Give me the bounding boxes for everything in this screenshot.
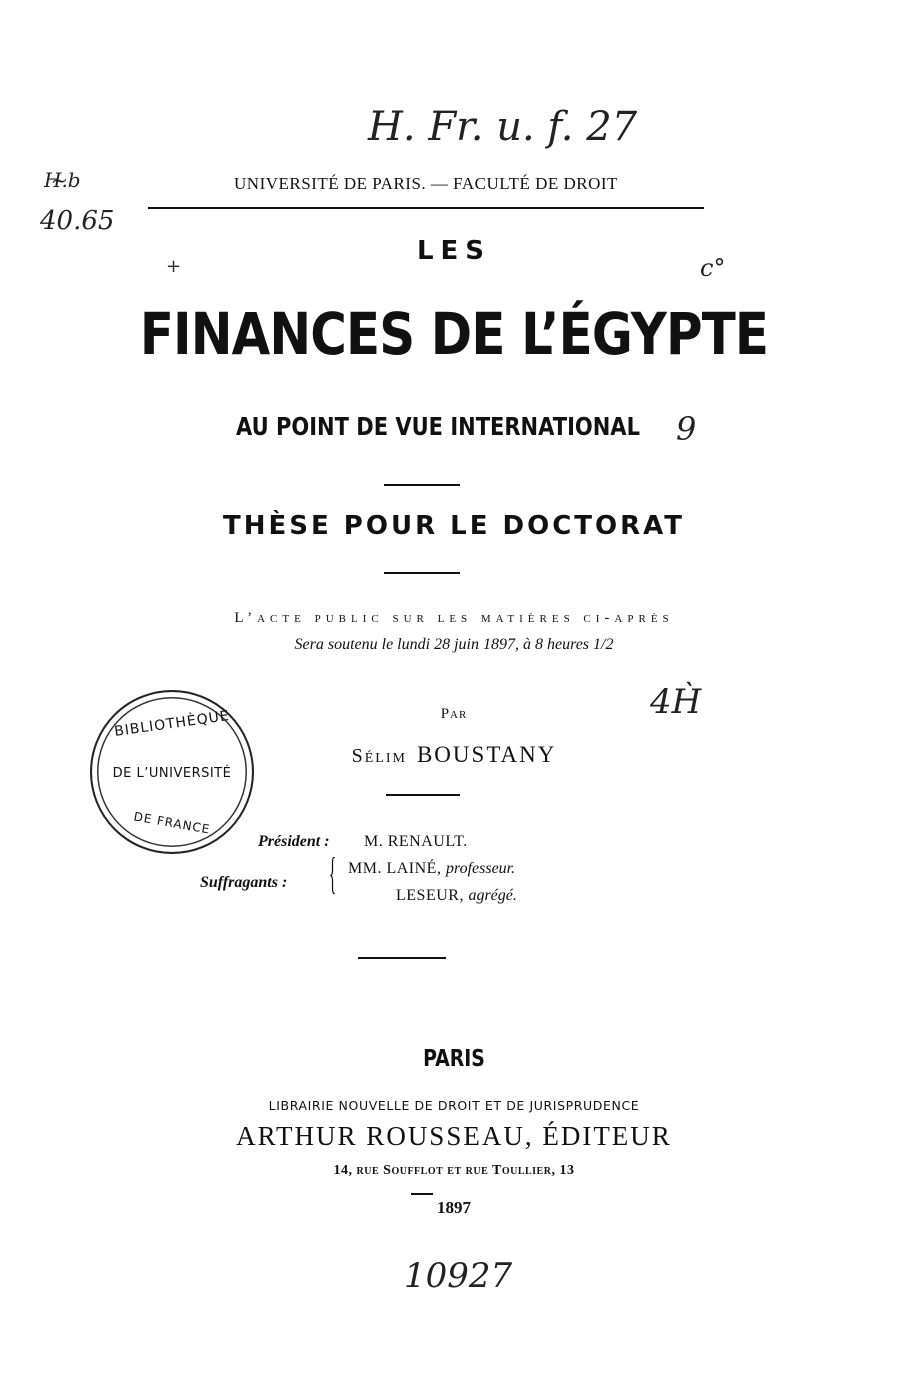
author-name [0, 742, 908, 768]
handwritten-title-mark: 9 [676, 410, 697, 448]
jury-member-2-title: agrégé. [468, 887, 517, 904]
handwritten-bottom-number: 10927 [404, 1256, 513, 1296]
divider-rule-1 [384, 484, 460, 486]
defense-date-line: Sera soutenu le lundi 28 juin 1897, à 8 heures 1/2 [294, 636, 614, 653]
header-rule [148, 207, 704, 209]
imprint-year: 1897 [437, 1198, 471, 1217]
jury-member-1 [348, 860, 515, 878]
imprint-publisher-line: LIBRAIRIE NOUVELLE DE DROIT ET DE JURISPRUDENCE [268, 1098, 640, 1113]
author-last-name: BOUSTANY [416, 742, 557, 767]
suffragants-label: Suffragants : [200, 874, 288, 891]
divider-rule-3 [386, 794, 460, 796]
imprint-city: PARIS [423, 1046, 485, 1072]
president-name: M. RENAULT. [364, 833, 468, 850]
main-title: FINANCES DE L’ÉGYPTE [139, 300, 769, 368]
stamp-text-middle: DE L’UNIVERSITÉ [112, 766, 232, 781]
title-article: LES [416, 236, 492, 266]
handwritten-shelfmark: H. Fr. u. f. 27 [368, 104, 638, 150]
university-heading: UNIVERSITÉ DE PARIS. — FACULTÉ DE DROIT [234, 174, 618, 193]
imprint-address: 14, rue Soufflot et rue Toullier, 13 [333, 1163, 575, 1178]
stamp-text-top: BIBLIOTHÈQUE [113, 707, 231, 741]
handwritten-right-note: 4H̀ [650, 682, 702, 722]
jury-member-1-name: MM. LAINÉ, [348, 860, 442, 877]
jury-member-1-title: professeur. [445, 860, 516, 877]
president-label: Président : [258, 833, 330, 850]
jury-member-2-name: LESEUR, [396, 887, 464, 904]
imprint-editor: ARTHUR ROUSSEAU, ÉDITEUR [236, 1121, 672, 1151]
divider-rule-2 [384, 572, 460, 574]
divider-rule-4 [358, 957, 446, 959]
stamp-text-bottom: DE FRANCE [132, 809, 212, 837]
subtitle: AU POINT DE VUE INTERNATIONAL [236, 412, 640, 441]
handwritten-left-note-2: 40.65 [40, 206, 115, 236]
handwritten-corner-note: c° [700, 254, 726, 282]
by-label: Par [440, 706, 468, 722]
jury-brace: { [328, 849, 337, 898]
handwritten-left-mark: + [166, 256, 182, 277]
year-rule [411, 1193, 433, 1195]
acte-line: L’acte public sur les matières ci-après [234, 610, 674, 626]
handwritten-left-note-1: H.̴b [44, 168, 81, 192]
thesis-heading: THÈSE POUR LE DOCTORAT [223, 511, 685, 541]
author-first-name: Sélim [351, 745, 407, 767]
jury-member-2 [396, 887, 517, 905]
